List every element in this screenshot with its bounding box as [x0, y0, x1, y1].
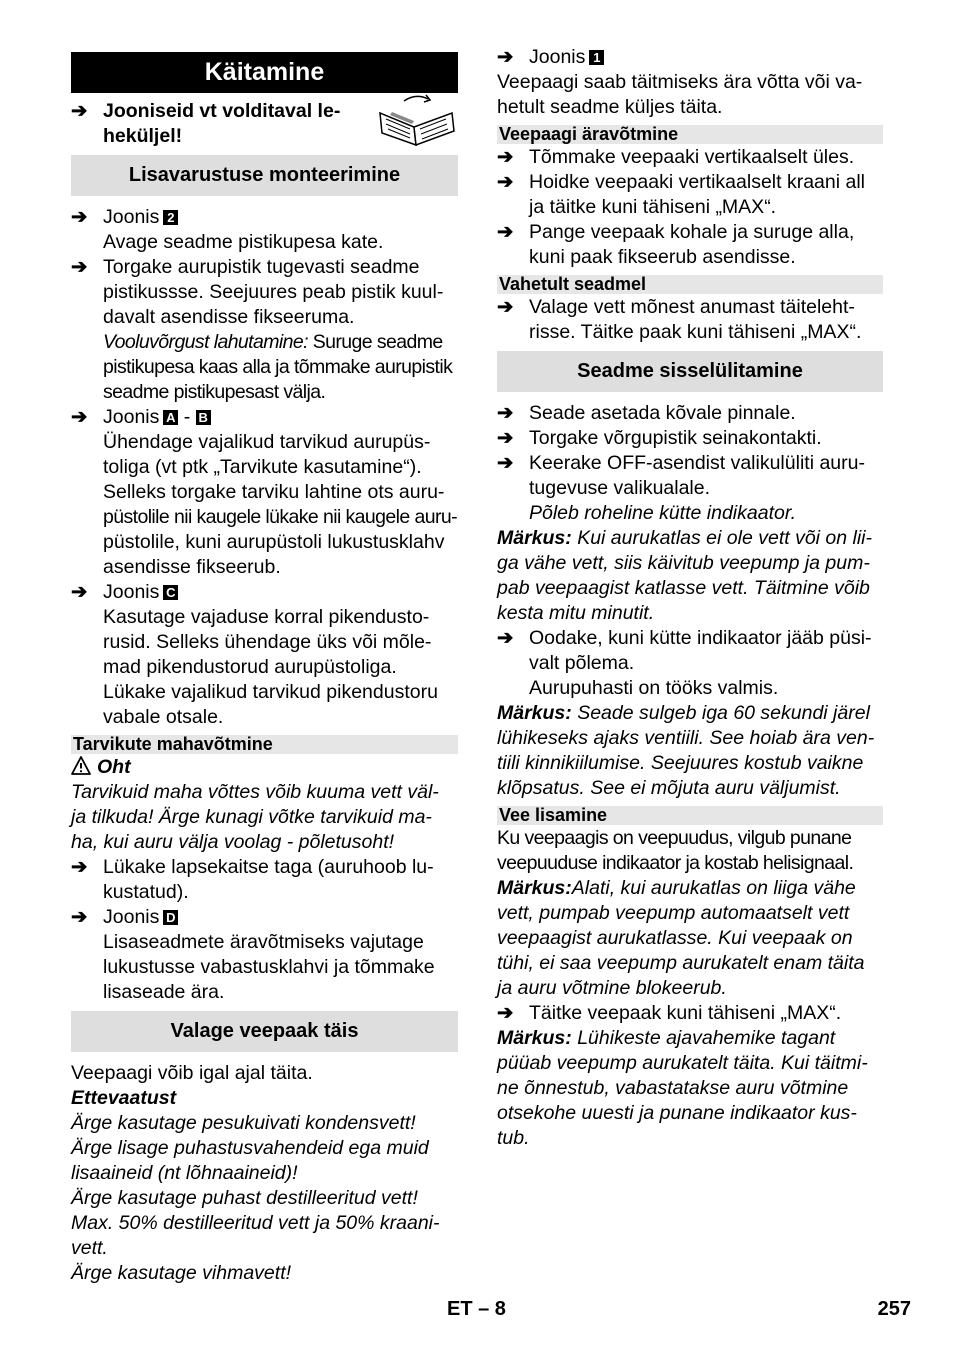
- warning-triangle-icon: [71, 756, 91, 775]
- dash: -: [178, 406, 196, 428]
- right-column: [497, 45, 883, 1151]
- text-line: püstolile, kuni aurupüstoli lukustusklahv: [103, 531, 445, 553]
- bullet-pull-tank: [497, 145, 883, 170]
- text-line: mad pikendustorud aurupüstoliga.: [103, 656, 397, 678]
- joonis-label: Joonis: [103, 406, 160, 428]
- text-line: ja auru võtmine blokeerub.: [497, 977, 727, 999]
- text-open-socket: Avage seadme pistikupesa kate.: [103, 231, 384, 253]
- note-label: Märkus:: [497, 877, 572, 899]
- note-label: Märkus:: [497, 702, 572, 724]
- bullet-insert-tank: [497, 220, 883, 270]
- text-line: pistikussse. Seejuures peab pistik kuul-: [103, 281, 444, 303]
- text-line: püüab veepump aurukatelt täita. Kui täitmi-: [497, 1052, 868, 1074]
- text-line: Selleks torgake tarviku lahtine ots auru-: [103, 481, 445, 503]
- text-line: Veepaagi saab täitmiseks ära võtta või va-: [497, 71, 863, 93]
- bullet-joonis-c: [71, 580, 458, 605]
- bullet-place-surface: [497, 401, 883, 426]
- text-line: Hoidke veepaaki vertikaalselt kraani all: [529, 171, 866, 193]
- text-line: Täitke veepaak kuni tähiseni „MAX“.: [529, 1002, 842, 1024]
- text-line: Lisaseadmete äravõtmiseks vajutage: [103, 931, 424, 953]
- text-line: Torgake aurupistik tugevasti seadme: [103, 256, 420, 278]
- text-line: tiili kinnikiilumise. Seejuures kostub vaikne: [497, 752, 864, 774]
- arrow-icon: ➔: [497, 171, 514, 193]
- text-line: kuni paak fikseerub asendisse.: [529, 246, 796, 268]
- text-line: Ühendage vajalikud tarvikud aurupüs-: [103, 431, 431, 453]
- text-line: davalt asendisse fikseeruma.: [103, 306, 355, 328]
- text-line: hetult seadme küljes täita.: [497, 96, 723, 118]
- text-line: seadme pistikupesast välja.: [103, 381, 326, 403]
- text-line: püstolile nii kaugele lükake nii kaugele auru-: [103, 506, 457, 528]
- text-line: valt põlema.: [529, 652, 635, 674]
- arrow-icon: ➔: [497, 296, 514, 318]
- text-line: pistikupesa kaas alla ja tõmmake aurupistik: [103, 356, 453, 378]
- arrow-icon: ➔: [497, 46, 514, 68]
- text-line: ga vähe vett, siis käivitub veepump ja pum-: [497, 552, 870, 574]
- joonis-label: Joonis: [103, 906, 160, 928]
- text-line: Seade sulgeb iga 60 sekundi järel: [571, 702, 870, 724]
- text-release-accessory: [71, 930, 458, 1005]
- joonis-label: Joonis: [103, 206, 160, 228]
- figure-ref-badge: A: [163, 410, 178, 425]
- figure-ref-badge: D: [163, 910, 178, 925]
- text-line: risse. Täitke paak kuni tähiseni „MAX“.: [529, 321, 862, 343]
- bullet-joonis-a-b: [71, 405, 458, 430]
- arrow-icon: ➔: [497, 427, 514, 449]
- text-tank-options: [497, 70, 883, 120]
- subsection-title-add-water: Vee lisamine: [497, 806, 883, 825]
- text-line: ha, kui auru välja voolag - põletusoht!: [71, 831, 395, 853]
- text-line: Lükake vajalikud tarvikud pikendustoru: [103, 681, 438, 703]
- text-line: rusid. Selleks ühendage üks või mõle-: [103, 631, 432, 653]
- text-line: Ärge kasutage puhast destilleeritud vett!: [71, 1187, 418, 1209]
- caution-text: [71, 1111, 458, 1286]
- bullet-plug-in: [497, 426, 883, 451]
- open-book-icon: [376, 93, 458, 147]
- note-label: Märkus:: [497, 527, 572, 549]
- bullet-plug: [71, 255, 458, 330]
- subsection-title-remove-accessories: Tarvikute mahavõtmine: [71, 735, 458, 754]
- subsection-title-remove-tank: Veepaagi äravõtmine: [497, 125, 883, 144]
- text-line: veepaagist aurukatlasse. Kui veepaak on: [497, 927, 853, 949]
- note-auto-pump: [497, 876, 883, 1001]
- text-line: Max. 50% destilleeritud vett ja 50% kraani-: [71, 1212, 440, 1234]
- bullet-joonis-d: [71, 905, 458, 930]
- text-line: Alati, kui aurukatlas on liiga vähe: [571, 877, 856, 899]
- bullet-joonis-2: [71, 205, 458, 230]
- text-line: vett.: [71, 1237, 108, 1259]
- footer-section-number: ET – 8: [447, 1298, 506, 1320]
- caution-label: Ettevaatust: [71, 1087, 177, 1109]
- text-line: vett, pumpab veepump automaatselt vett: [497, 902, 850, 924]
- text-fill-anytime: Veepaagi võib igal ajal täita.: [71, 1062, 313, 1084]
- bullet-child-lock: [71, 855, 458, 905]
- arrow-icon: ➔: [71, 206, 88, 228]
- text-line: Tarvikuid maha võttes võib kuuma vett väl-: [71, 781, 439, 803]
- text-line: ne õnnestub, vabastatakse auru võtmine: [497, 1077, 849, 1099]
- text-line: toliga (vt ptk „Tarvikute kasutamine“).: [103, 456, 422, 478]
- text-line: klõpsatus. See ei mõjuta auru väljumist.: [497, 777, 841, 799]
- text-ready: Aurupuhasti on tööks valmis.: [529, 677, 779, 699]
- text-line: tühi, ei saa veepump aurukatelt enam täita: [497, 952, 865, 974]
- text-line: Torgake võrgupistik seinakontakti.: [529, 427, 822, 449]
- arrow-icon: ➔: [497, 146, 514, 168]
- arrow-icon: ➔: [497, 452, 514, 474]
- section-title-accessories: Lisavarustuse monteerimine: [71, 155, 458, 196]
- text-line: Oodake, kuni kütte indikaator jääb püsi-: [529, 627, 872, 649]
- page-title: Käitamine: [71, 52, 458, 93]
- text-line: Keerake OFF-asendist valikulüliti auru-: [529, 452, 865, 474]
- text-line: ja täitke kuni tähiseni „MAX“.: [529, 196, 777, 218]
- text-line: Pange veepaak kohale ja suruge alla,: [529, 221, 855, 243]
- text-line: pab veepaagist katlasse vett. Täitmine võib: [497, 577, 870, 599]
- note-label: Märkus:: [497, 1027, 572, 1049]
- text-extension-tubes: [71, 605, 458, 730]
- text-connect-accessories: [71, 430, 458, 580]
- text-line: vabale otsale.: [103, 706, 224, 728]
- text-line: lisaseade ära.: [103, 981, 225, 1003]
- footer-page-number: 257: [877, 1298, 911, 1320]
- text-line: Kasutage vajaduse korral pikendusto-: [103, 606, 430, 628]
- bullet-turn-selector: [497, 451, 883, 501]
- bullet-fill-under-tap: [497, 170, 883, 220]
- arrow-icon: ➔: [71, 856, 88, 878]
- left-column: [71, 45, 458, 1286]
- text-line: Tõmmake veepaaki vertikaalselt üles.: [529, 146, 855, 168]
- text-line: Kui aurukatlas ei ole vett või on lii-: [571, 527, 873, 549]
- text-line: Valage vett mõnest anumast täiteleht-: [529, 296, 855, 318]
- arrow-icon: ➔: [71, 256, 88, 278]
- section-title-fill-tank: Valage veepaak täis: [71, 1011, 458, 1052]
- joonis-label: Joonis: [529, 46, 586, 68]
- figure-ref-badge: C: [163, 585, 178, 600]
- text-line: Lühikeste ajavahemike tagant: [571, 1027, 836, 1049]
- text-line: Ärge kasutage pesukuivati kondensvett!: [71, 1112, 416, 1134]
- text-line: Suruge seadme: [307, 331, 443, 353]
- text-line: Ärge kasutage vihmavett!: [71, 1262, 292, 1284]
- arrow-icon: ➔: [497, 1002, 514, 1024]
- section-title-switch-on: Seadme sisselülitamine: [497, 351, 883, 392]
- text-line: tugevuse valikualale.: [529, 477, 711, 499]
- bullet-pour-water: [497, 295, 883, 345]
- arrow-icon: ➔: [71, 906, 88, 928]
- figure-ref-badge: 2: [163, 210, 178, 225]
- note-pump: [497, 526, 883, 626]
- bullet-joonis-1: [497, 45, 883, 70]
- figure-ref-badge: B: [196, 410, 211, 425]
- warning-text: [71, 780, 458, 855]
- text-line: Ärge lisage puhastusvahendeid ega muid: [71, 1137, 429, 1159]
- text-line: Seade asetada kõvale pinnale.: [529, 402, 796, 424]
- note-valve: [497, 701, 883, 801]
- text-water-shortage: [497, 826, 883, 876]
- text-line: kesta mitu minutit.: [497, 602, 655, 624]
- arrow-icon: ➔: [497, 627, 514, 649]
- figure-ref-badge: 1: [589, 50, 604, 65]
- arrow-icon: ➔: [497, 221, 514, 243]
- intro-bullet: [71, 99, 458, 149]
- text-line: lukustusse vabastusklahvi ja tõmmake: [103, 956, 435, 978]
- subsection-title-direct-fill: Vahetult seadmel: [497, 275, 883, 294]
- text-line: ja tilkuda! Ärge kunagi võtke tarvikuid ma-: [71, 806, 432, 828]
- warning-heading: [71, 755, 458, 780]
- text-line: Ku veepaagis on veepuudus, vilgub punane: [497, 827, 852, 849]
- arrow-icon: ➔: [71, 581, 88, 603]
- text-line: veepuuduse indikaator ja kostab helisignaal.: [497, 852, 854, 874]
- text-line: otsekohe uuesti ja punane indikaator kus-: [497, 1102, 857, 1124]
- text-line: lisaaineid (nt lõhnaaineid)!: [71, 1162, 298, 1184]
- text-line: asendisse fikseerub.: [103, 556, 281, 578]
- note-refill: [497, 1026, 883, 1151]
- text-line: kustatud).: [103, 881, 189, 903]
- intro-line-2: heküljel!: [103, 125, 183, 147]
- arrow-icon: ➔: [497, 402, 514, 424]
- text-line: tub.: [497, 1127, 530, 1149]
- note-label: Vooluvõrgust lahutamine:: [103, 331, 308, 353]
- bullet-fill-max: [497, 1001, 883, 1026]
- joonis-label: Joonis: [103, 581, 160, 603]
- bullet-wait-indicator: [497, 626, 883, 676]
- intro-line-1: Jooniseid vt volditaval le-: [103, 100, 341, 122]
- text-green-indicator: Põleb roheline kütte indikaator.: [529, 502, 797, 524]
- text-line: lühikeseks ajaks ventiili. See hoiab ära ven-: [497, 727, 875, 749]
- warning-label: Oht: [97, 756, 131, 778]
- note-disconnect: [71, 330, 458, 405]
- arrow-icon: ➔: [71, 100, 88, 122]
- arrow-icon: ➔: [71, 406, 88, 428]
- text-line: Lükake lapsekaitse taga (auruhoob lu-: [103, 856, 434, 878]
